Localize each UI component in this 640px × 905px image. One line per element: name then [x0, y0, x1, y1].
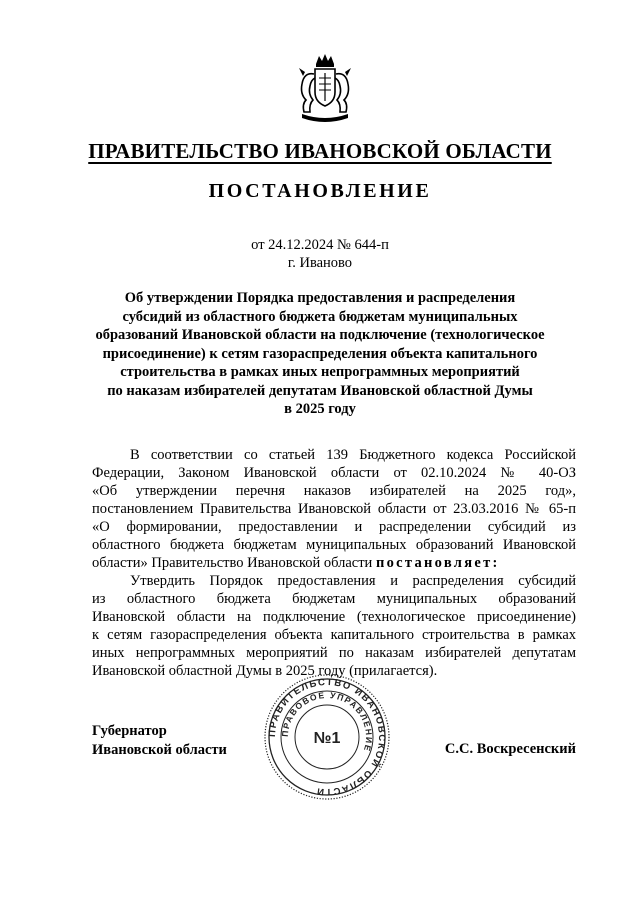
document-subject	[80, 289, 560, 419]
decree-word: постановляет:	[375, 555, 500, 571]
paragraph1-line: В соответствии со статьей 139 Бюджетного кодекса Российской	[130, 447, 576, 463]
signer-role-line: Губернатор	[92, 723, 167, 739]
signer-name: С.С. Воскресенский	[444, 741, 576, 757]
seal-inner-text: ПРАВОВОЕ УПРАВЛЕНИЕ	[279, 689, 375, 754]
paragraph2-line: из областного бюджета бюджетам муниципальных образований	[92, 591, 576, 607]
subject-line: субсидий из областного бюджета бюджетам муниципальных	[122, 308, 518, 325]
seal-number: №1	[313, 730, 341, 747]
subject-line: строительства в рамках иных непрограммных мероприятий	[120, 364, 520, 380]
paragraph1-line: «Об утверждении перечня наказов избирателей на 2025 год»,	[92, 483, 576, 499]
document-city: г. Иваново	[287, 255, 353, 271]
subject-line: по наказам избирателей депутатам Ивановской областной Думы	[107, 382, 533, 399]
government-title: ПРАВИТЕЛЬСТВО ИВАНОВСКОЙ ОБЛАСТИ	[88, 139, 552, 163]
coat-of-arms-icon	[294, 54, 356, 126]
paragraph2-line: Утвердить Порядок предоставления и распределения субсидий	[130, 573, 576, 589]
signer-role-line: Ивановской области	[92, 742, 227, 758]
paragraph1-line: Федерации, Законом Ивановской области от 02.10.2024 № 40-ОЗ	[92, 465, 576, 481]
paragraph1-line: областного бюджета бюджетам муниципальных образований Ивановской	[92, 537, 576, 553]
signer-role	[92, 722, 227, 760]
paragraph2-line: Ивановской области на подключение (технологическое присоединение)	[92, 609, 576, 625]
paragraph1-line: постановлением Правительства Ивановской области от 23.03.2016 № 65-п	[92, 501, 576, 517]
paragraph1-last-line	[92, 554, 576, 572]
seal-ring-text: ПРАВИТЕЛЬСТВО ИВАНОВСКОЙ ОБЛАСТИ	[266, 676, 388, 798]
document-body	[92, 446, 576, 680]
official-seal	[262, 672, 392, 802]
subject-line: Об утверждении Порядка предоставления и распределения	[124, 290, 516, 306]
paragraph1-last-line-text: области» Правительство Ивановской области	[92, 555, 373, 571]
paragraph1-line: «О формировании, предоставлении и распределении субсидий из	[92, 519, 576, 535]
subject-line: образований Ивановской области на подключение (технологическое	[95, 327, 545, 343]
paragraph2-line: иных непрограммных мероприятий по наказам избирателей депутатам	[92, 645, 576, 661]
subject-line: в 2025 году	[284, 401, 356, 417]
document-date-number: от 24.12.2024 № 644-п	[251, 237, 389, 253]
document-type: ПОСТАНОВЛЕНИЕ	[208, 180, 432, 202]
paragraph2-line: к сетям газораспределения объекта капитального строительства в рамках	[92, 627, 576, 643]
subject-line: присоединение) к сетям газораспределения объекта капитального	[102, 345, 538, 362]
paragraph2-line: Ивановской областной Думы в 2025 году (прилагается).	[92, 663, 438, 679]
